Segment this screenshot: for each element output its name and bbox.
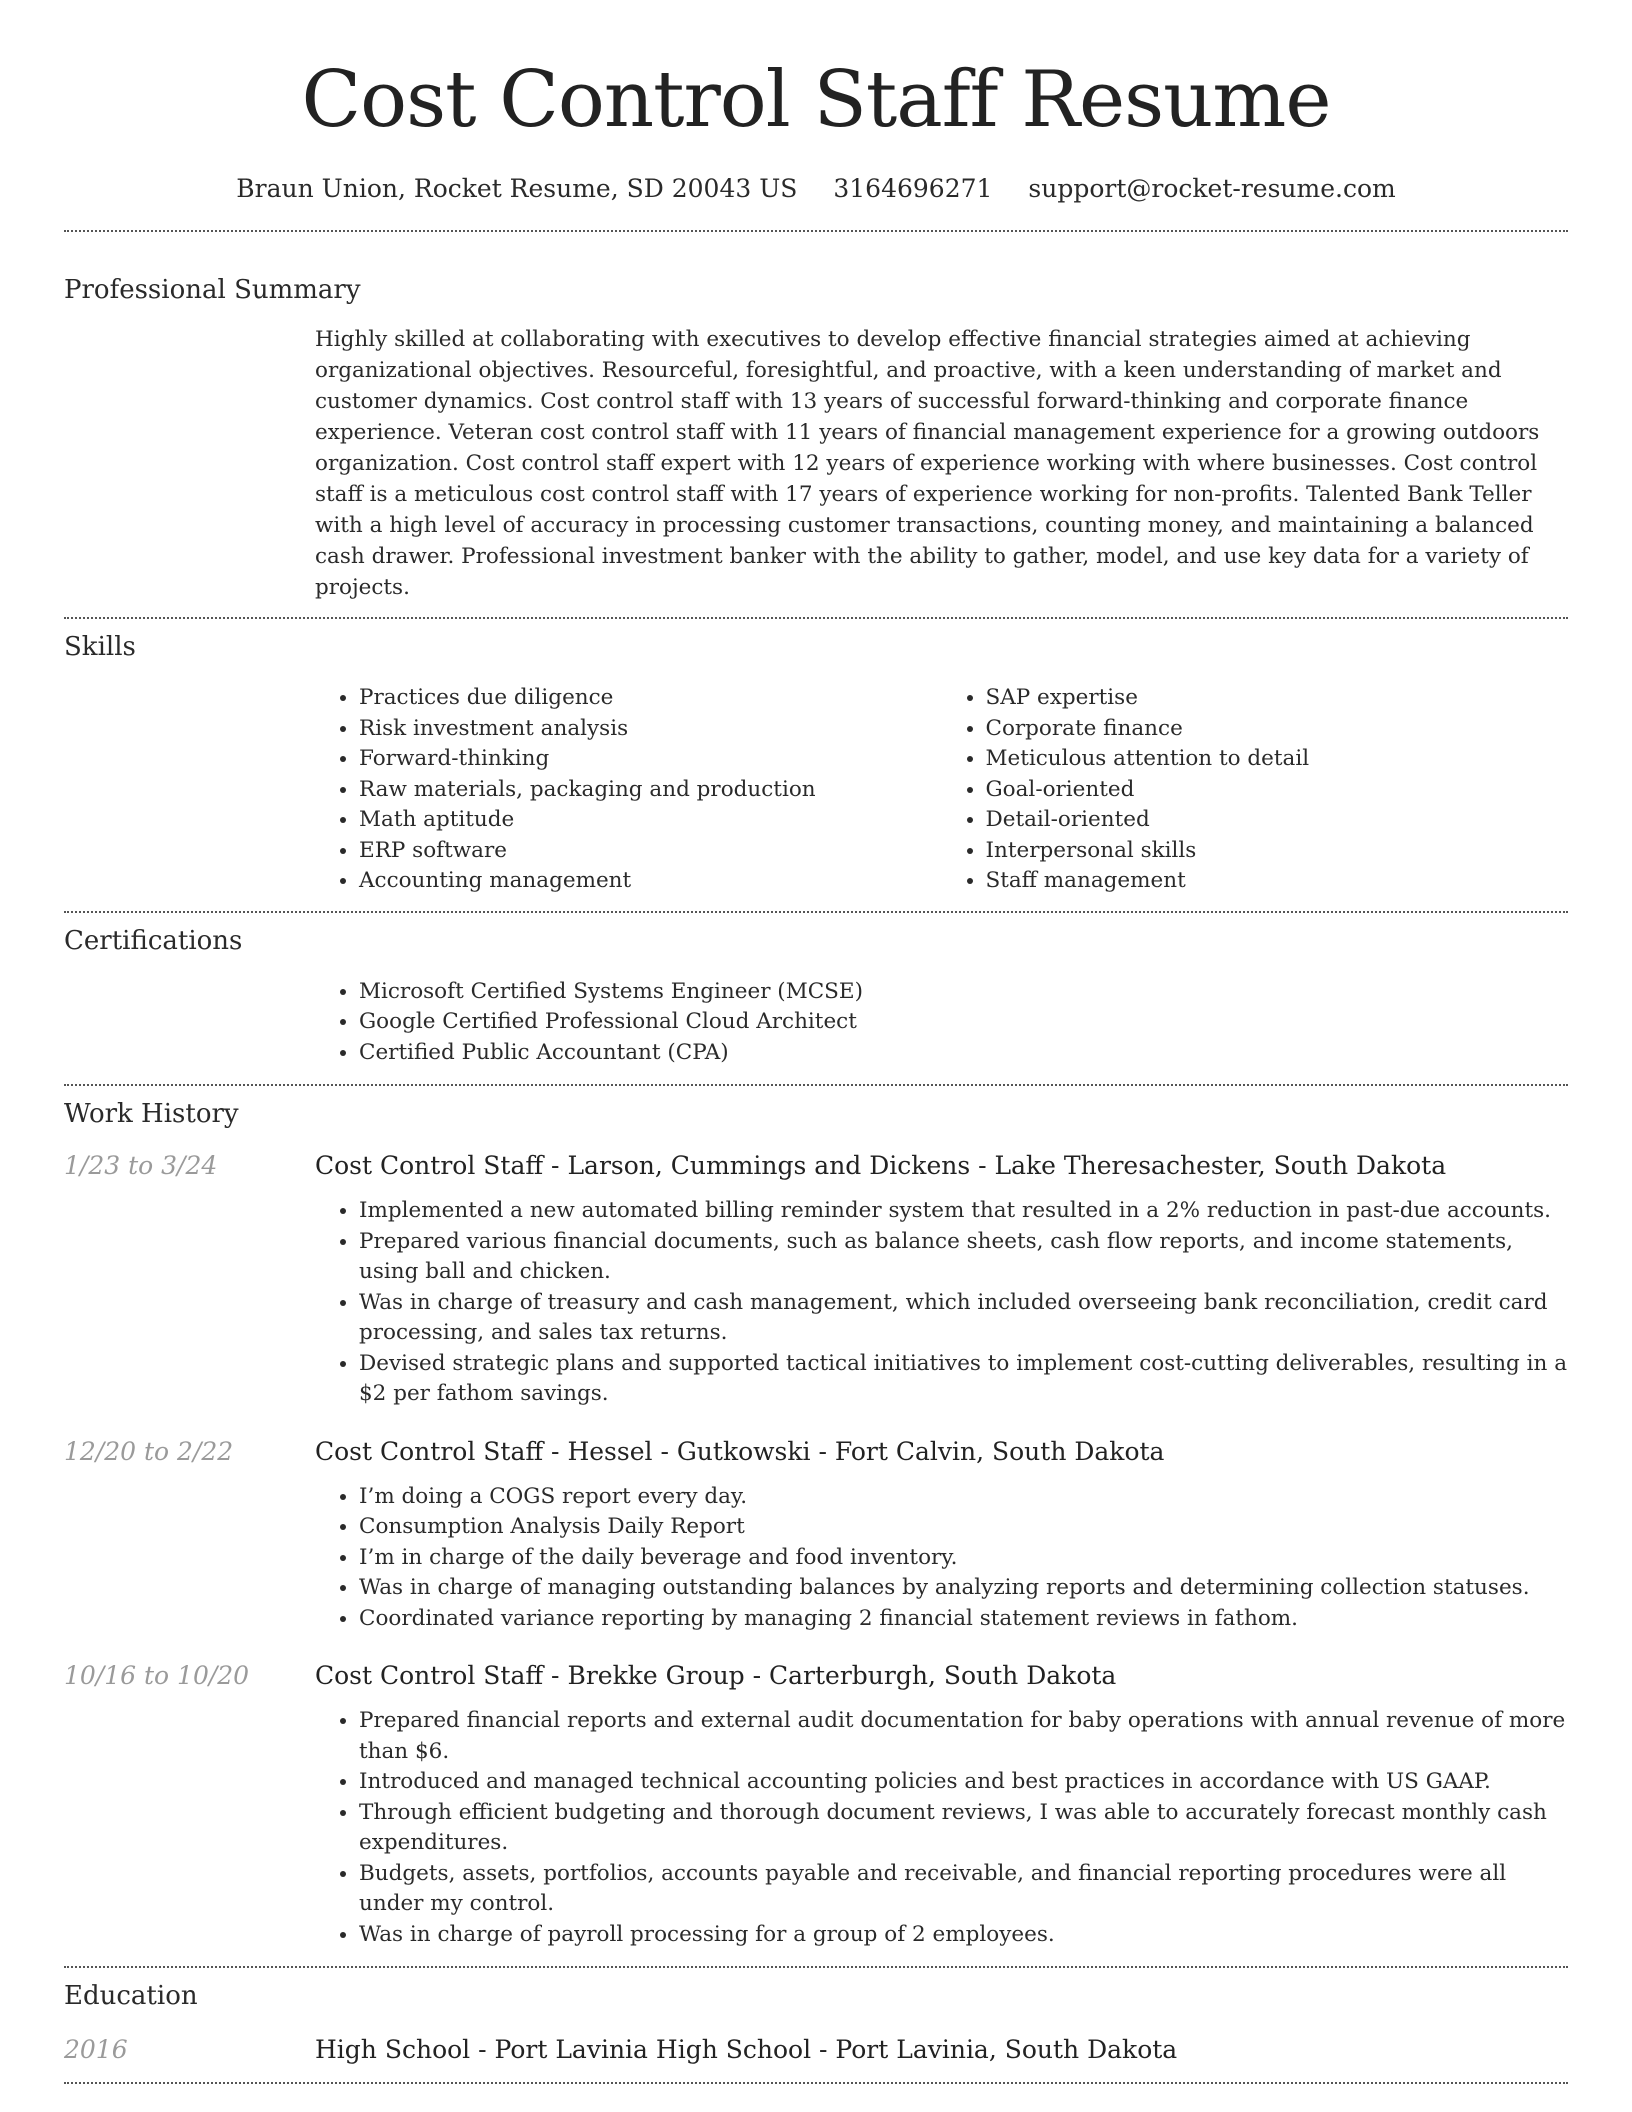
certifications-heading: Certifications (64, 925, 243, 956)
email[interactable]: support@rocket-resume.com (1028, 174, 1396, 203)
skills-section (64, 619, 1568, 897)
list-item: • Practices due diligence (359, 683, 942, 714)
list-item: • Interpersonal skills (986, 836, 1569, 867)
education-entry (64, 2034, 1568, 2066)
work-heading: Work History (64, 1099, 239, 1129)
education-title: High School - Port Lavinia High School - Port Lavinia, South Dakota (315, 2035, 1178, 2064)
job-date: 10/16 to 10/20 (64, 1661, 250, 1690)
list-item: • Was in charge of treasury and cash management, which included overseeing bank reconciliation, credit card processing, and sales tax returns. (359, 1288, 1568, 1349)
job-bullets (315, 1196, 1568, 1410)
list-item: • Devised strategic plans and supported tactical initiatives to implement cost-cutting deliverables, resulting in a $2 per fathom savings. (359, 1349, 1568, 1410)
job-title: Cost Control Staff - Larson, Cummings and Dickens - Lake Theresachester, South Dakota (315, 1151, 1447, 1180)
list-item: • Introduced and managed technical accounting policies and best practices in accordance with US GAAP. (359, 1767, 1568, 1798)
list-item: • Raw materials, packaging and production (359, 775, 942, 806)
list-item: • Was in charge of payroll processing for a group of 2 employees. (359, 1920, 1568, 1951)
list-item: • Accounting management (359, 866, 942, 897)
skills-heading: Skills (64, 632, 136, 662)
list-item: • Through efficient budgeting and thorough document reviews, I was able to accurately forecast monthly cash expenditures. (359, 1798, 1568, 1859)
job-title: Cost Control Staff - Brekke Group - Carterburgh, South Dakota (315, 1661, 1117, 1690)
phone[interactable]: 3164696271 (833, 174, 993, 203)
resume-page (64, 0, 1568, 2084)
education-section (64, 1968, 1568, 2066)
job-bullets (315, 1482, 1568, 1635)
list-item: • Implemented a new automated billing reminder system that resulted in a 2% reduction in past-due accounts. (359, 1196, 1568, 1227)
education-date: 2016 (64, 2035, 128, 2064)
summary-heading: Professional Summary (64, 275, 361, 305)
list-item: • Budgets, assets, portfolios, accounts payable and receivable, and financial reporting procedures were all under my control. (359, 1859, 1568, 1920)
divider (64, 2082, 1568, 2084)
list-item: • Certified Public Accountant (CPA) (359, 1038, 1568, 1069)
certifications-section (64, 913, 1568, 1069)
list-item: • Coordinated variance reporting by managing 2 financial statement reviews in fathom. (359, 1604, 1568, 1635)
job-entry (64, 1660, 1568, 1950)
list-item: • I’m doing a COGS report every day. (359, 1482, 1568, 1513)
summary-section (64, 232, 1568, 603)
job-entry (64, 1436, 1568, 1635)
list-item: • Meticulous attention to detail (986, 744, 1569, 775)
list-item: • Microsoft Certified Systems Engineer (MCSE) (359, 977, 1568, 1008)
resume-title: Cost Control Staff Resume (301, 55, 1331, 145)
job-date: 1/23 to 3/24 (64, 1151, 218, 1180)
list-item: • Math aptitude (359, 805, 942, 836)
skills-list-right (942, 683, 1569, 897)
list-item: • Prepared various financial documents, such as balance sheets, cash flow reports, and income statements, using ball and chicken. (359, 1227, 1568, 1288)
list-item: • Goal-oriented (986, 775, 1569, 806)
list-item: • Forward-thinking (359, 744, 942, 775)
education-heading: Education (64, 1981, 198, 2011)
list-item: • Detail-oriented (986, 805, 1569, 836)
list-item: • Was in charge of managing outstanding balances by analyzing reports and determining collection statuses. (359, 1573, 1568, 1604)
list-item: • Google Certified Professional Cloud Architect (359, 1007, 1568, 1038)
list-item: • Risk investment analysis (359, 714, 942, 745)
list-item: • SAP expertise (986, 683, 1569, 714)
skills-list-left (315, 683, 942, 897)
job-bullets (315, 1706, 1568, 1950)
summary-text: Highly skilled at collaborating with executives to develop effective financial strategies aimed at achieving organizational objectives. Resourceful, foresightful, and proactive, with a keen understanding of market and customer dynamics. Cost control staff with 13 years of successful forward-thinking and corporate finance experience. Veteran cost control staff with 11 years of financial management experience for a growing outdoors organization. Cost control staff expert with 12 years of experience working with where businesses. Cost control staff is a meticulous cost control staff with 17 years of experience working for non-profits. Talented Bank Teller with a high level of accuracy in processing customer transactions, counting money, and maintaining a balanced cash drawer. Professional investment banker with the ability to gather, model, and use key data for a variety of projects. (315, 327, 1540, 600)
job-entry (64, 1150, 1568, 1410)
list-item: • Consumption Analysis Daily Report (359, 1512, 1568, 1543)
list-item: • Prepared financial reports and external audit documentation for baby operations with annual revenue of more than $6. (359, 1706, 1568, 1767)
list-item: • Corporate finance (986, 714, 1569, 745)
job-date: 12/20 to 2/22 (64, 1436, 234, 1466)
list-item: • ERP software (359, 836, 942, 867)
address: Braun Union, Rocket Resume, SD 20043 US (236, 174, 798, 203)
list-item: • I’m in charge of the daily beverage and food inventory. (359, 1543, 1568, 1574)
work-section (64, 1086, 1568, 1950)
certifications-list (315, 977, 1568, 1069)
contact-line (64, 174, 1568, 204)
list-item: • Staff management (986, 866, 1569, 897)
job-title: Cost Control Staff - Hessel - Gutkowski - Fort Calvin, South Dakota (315, 1436, 1165, 1466)
